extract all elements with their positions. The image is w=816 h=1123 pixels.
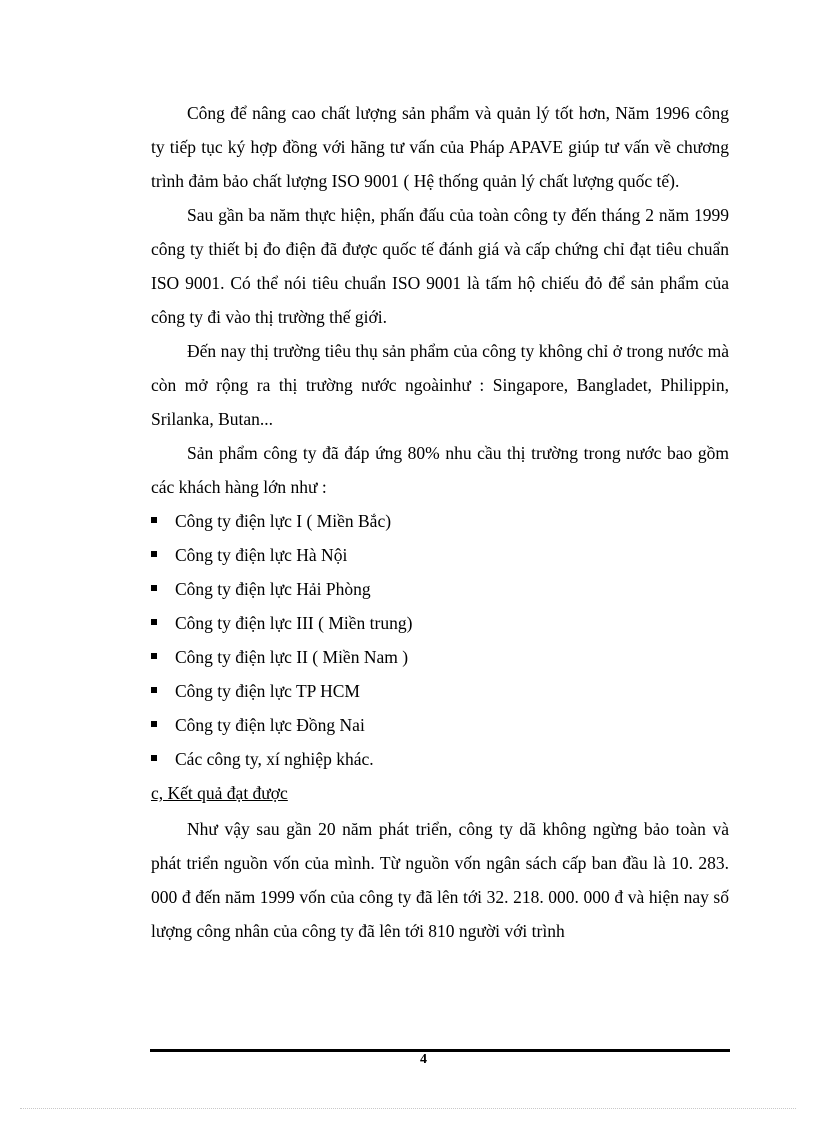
square-bullet-icon — [151, 755, 157, 761]
page-bottom-border — [20, 1108, 796, 1109]
page-number: 4 — [420, 1052, 427, 1067]
square-bullet-icon — [151, 551, 157, 557]
square-bullet-icon — [151, 619, 157, 625]
list-item: Công ty điện lực TP HCM — [151, 674, 729, 708]
paragraph-export-markets: Đến nay thị trường tiêu thụ sản phẩm của công ty không chỉ ở trong nước mà còn mở rộng ra thị trường nước ngoàinhư : Singapore, Bangladet, Philippin, Srilanka, Butan... — [151, 341, 729, 429]
square-bullet-icon — [151, 687, 157, 693]
list-item: Công ty điện lực Hải Phòng — [151, 572, 729, 606]
customer-list — [151, 504, 729, 776]
paragraph-domestic-customers: Sản phẩm công ty đã đáp ứng 80% nhu cầu thị trường trong nước bao gồm các khách hàng lớn như : — [151, 443, 729, 497]
paragraph-iso-consulting: Công để nâng cao chất lượng sản phẩm và quản lý tốt hơn, Năm 1996 công ty tiếp tục ký hợp đồng với hãng tư vấn của Pháp APAVE giúp tư vấn về chương trình đảm bảo chất lượng ISO 9001 ( Hệ thống quản lý chất lượng quốc tế). — [151, 103, 729, 191]
section-heading-results: c, Kết quả đạt được — [151, 783, 288, 803]
paragraph-capital-growth: Như vậy sau gần 20 năm phát triển, công ty dã không ngừng bảo toàn và phát triển nguồn vốn của mình. Từ nguồn vốn ngân sách cấp ban đầu là 10. 283. 000 đ đến năm 1999 vốn của công ty đã lên tới 32. 218. 000. 000 đ và hiện nay số lượng công nhân của công ty đã lên tới 810 người với trình — [151, 819, 729, 941]
list-item: Công ty điện lực III ( Miền trung) — [151, 606, 729, 640]
square-bullet-icon — [151, 517, 157, 523]
body-text — [151, 96, 729, 948]
list-item: Công ty điện lực Đồng Nai — [151, 708, 729, 742]
list-item: Các công ty, xí nghiệp khác. — [151, 742, 729, 776]
list-item: Công ty điện lực II ( Miền Nam ) — [151, 640, 729, 674]
square-bullet-icon — [151, 653, 157, 659]
paragraph-iso-certification: Sau gần ba năm thực hiện, phấn đấu của toàn công ty đến tháng 2 năm 1999 công ty thiết bị đo điện đã được quốc tế đánh giá và cấp chứng chỉ đạt tiêu chuẩn ISO 9001. Có thể nói tiêu chuẩn ISO 9001 là tấm hộ chiếu đỏ để sản phẩm của công ty đi vào thị trường thế giới. — [151, 205, 729, 327]
list-item: Công ty điện lực Hà Nội — [151, 538, 729, 572]
square-bullet-icon — [151, 585, 157, 591]
square-bullet-icon — [151, 721, 157, 727]
list-item: Công ty điện lực I ( Miền Bắc) — [151, 504, 729, 538]
